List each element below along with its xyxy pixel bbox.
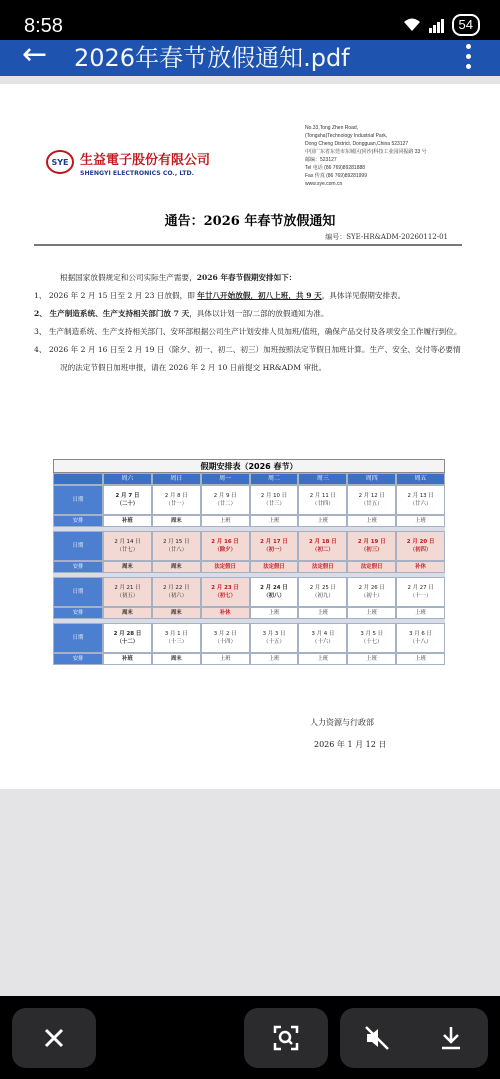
date-cell — [152, 577, 201, 607]
date-cell — [396, 577, 445, 607]
lunar-date: （十八） — [409, 639, 432, 645]
close-button[interactable] — [12, 1008, 96, 1068]
date-cell — [298, 623, 347, 653]
more-options-icon[interactable] — [466, 44, 472, 74]
date-cell — [347, 485, 396, 515]
solar-date: 3 月 5 日 — [360, 631, 384, 637]
solar-date: 2 月 23 日 — [211, 585, 239, 591]
plan-cell: 法定假日 — [298, 561, 347, 573]
date-cell — [347, 577, 396, 607]
row-label-plan: 安排 — [53, 653, 103, 665]
lunar-date: （初三） — [360, 547, 383, 553]
solar-date: 3 月 2 日 — [213, 631, 237, 637]
plan-cell: 补休 — [396, 561, 445, 573]
divider — [34, 244, 462, 246]
solar-date: 2 月 16 日 — [211, 539, 239, 545]
lunar-date: （初七） — [214, 593, 236, 599]
solar-date: 2 月 25 日 — [309, 585, 336, 591]
plan-cell: 周末 — [152, 515, 201, 527]
company-logo — [46, 144, 246, 188]
solar-date: 2 月 19 日 — [357, 539, 386, 545]
signature-block — [310, 712, 386, 756]
date-cell — [250, 485, 299, 515]
weekday-header: 周日 — [152, 473, 201, 485]
lunar-date: （初八） — [263, 593, 285, 599]
solar-date: 2 月 15 日 — [163, 539, 190, 545]
plan-cell: 上班 — [347, 653, 396, 665]
date-cell — [201, 531, 250, 561]
weekday-header: 周二 — [250, 473, 299, 485]
lunar-date: （廿五） — [360, 501, 383, 507]
date-cell — [396, 623, 445, 653]
lunar-date: （初五） — [116, 593, 139, 599]
company-name-cn: 生益電子股份有限公司 — [80, 153, 211, 168]
item-1: 1、 2026 年 2 月 15 日至 2 月 23 日放假，即 年廿八开始放假，初八上班，共 9 天，具体详见假期安排表。 — [34, 291, 406, 300]
lunar-date: （廿七） — [116, 547, 139, 553]
lunar-date: （十五） — [263, 639, 285, 645]
lunar-date: （初四） — [409, 547, 432, 553]
date-cell — [103, 577, 152, 607]
solar-date: 2 月 13 日 — [407, 493, 434, 499]
lunar-date: （二十） — [116, 501, 139, 507]
plan-cell: 补休 — [201, 607, 250, 619]
lunar-date: （十三） — [165, 639, 188, 645]
row-label-date: 日期 — [53, 623, 103, 653]
plan-cell: 上班 — [298, 607, 347, 619]
plan-cell: 周末 — [103, 607, 152, 619]
lunar-date: （初六） — [165, 593, 188, 599]
row-label-plan: 安排 — [53, 607, 103, 619]
bottom-toolbar — [0, 996, 500, 1079]
plan-cell: 周末 — [103, 561, 152, 573]
date-cell — [396, 531, 445, 561]
plan-cell: 法定假日 — [250, 561, 299, 573]
row-label-date: 日期 — [53, 577, 103, 607]
plan-cell: 法定假日 — [347, 561, 396, 573]
lunar-date: （初十） — [360, 593, 383, 599]
pdf-page — [0, 84, 500, 789]
notice-body — [34, 269, 464, 377]
solar-date: 2 月 24 日 — [260, 585, 288, 591]
solar-date: 2 月 9 日 — [213, 493, 237, 499]
plan-cell: 上班 — [201, 515, 250, 527]
plan-cell: 上班 — [201, 653, 250, 665]
lens-search-button[interactable] — [244, 1008, 328, 1068]
solar-date: 3 月 1 日 — [164, 631, 188, 637]
intro-paragraph: 根据国家放假规定和公司实际生产需要，2026 年春节假期安排如下： — [60, 273, 297, 282]
weekday-header: 周三 — [298, 473, 347, 485]
plan-cell: 补班 — [103, 653, 152, 665]
lunar-date: （廿二） — [214, 501, 236, 507]
lunar-date: （初二） — [312, 547, 334, 553]
plan-cell: 上班 — [250, 607, 299, 619]
plan-cell: 上班 — [396, 607, 445, 619]
close-icon — [42, 1026, 66, 1050]
solar-date: 3 月 4 日 — [311, 631, 335, 637]
weekday-header: 周一 — [201, 473, 250, 485]
lens-search-icon — [272, 1024, 300, 1052]
row-label-plan: 安排 — [53, 561, 103, 573]
issue-date: 2026 年 1 月 12 日 — [314, 740, 387, 749]
plan-cell: 上班 — [250, 653, 299, 665]
plan-cell: 上班 — [396, 653, 445, 665]
weekday-header: 周四 — [347, 473, 396, 485]
date-cell — [298, 577, 347, 607]
solar-date: 2 月 28 日 — [113, 631, 142, 637]
date-cell — [152, 623, 201, 653]
date-cell — [201, 577, 250, 607]
weekday-header: 周六 — [103, 473, 152, 485]
schedule-corner — [53, 473, 103, 485]
solar-date: 2 月 26 日 — [358, 585, 385, 591]
lunar-date: （初九） — [312, 593, 334, 599]
lunar-date: （廿八） — [165, 547, 188, 553]
solar-date: 2 月 12 日 — [358, 493, 385, 499]
item-2: 2、 生产制造系统、生产支持相关部门放 7 天，具体以计划一部/二部的放假通知为准。 — [34, 309, 329, 318]
solar-date: 2 月 8 日 — [164, 493, 188, 499]
plan-cell: 上班 — [298, 515, 347, 527]
lunar-date: （廿六） — [409, 501, 432, 507]
plan-cell: 上班 — [347, 607, 396, 619]
company-name-en: SHENGYI ELECTRONICS CO., LTD. — [80, 170, 194, 177]
app-bar — [0, 40, 500, 76]
solar-date: 2 月 22 日 — [163, 585, 190, 591]
solar-date: 2 月 14 日 — [114, 539, 141, 545]
battery-indicator: 54 — [452, 14, 480, 36]
lunar-date: （廿一） — [165, 501, 188, 507]
solar-date: 2 月 11 日 — [309, 493, 336, 499]
solar-date: 2 月 10 日 — [260, 493, 288, 499]
plan-cell: 周末 — [152, 561, 201, 573]
clock: 8:58 — [24, 15, 63, 37]
item-4: 4、 2026 年 2 月 16 日至 2 月 19 日（除夕、初一、初二、初三）加班按照法定节假日加班计算。生产、安全、交付等必要情况的法定节假日加班申报，请在 2026 年 2 月 10 日前提交 HR&ADM 审批。 — [34, 345, 461, 372]
lunar-date: （十六） — [312, 639, 334, 645]
mute-icon[interactable] — [363, 1024, 391, 1052]
plan-cell: 上班 — [396, 515, 445, 527]
plan-cell: 上班 — [298, 653, 347, 665]
media-actions — [340, 1008, 488, 1068]
date-cell — [103, 623, 152, 653]
solar-date: 2 月 27 日 — [407, 585, 434, 591]
document-title: 2026年春节放假通知.pdf — [74, 44, 350, 72]
date-cell — [103, 531, 152, 561]
row-label-plan: 安排 — [53, 515, 103, 527]
date-cell — [250, 577, 299, 607]
download-icon[interactable] — [437, 1024, 465, 1052]
date-cell — [298, 485, 347, 515]
lunar-date: （十四） — [214, 639, 236, 645]
plan-cell: 上班 — [347, 515, 396, 527]
lunar-date: （廿四） — [312, 501, 334, 507]
solar-date: 2 月 17 日 — [260, 539, 288, 545]
holiday-schedule-table — [53, 459, 445, 681]
solar-date: 2 月 7 日 — [115, 493, 140, 499]
date-cell — [152, 531, 201, 561]
date-cell — [201, 485, 250, 515]
date-cell — [298, 531, 347, 561]
lunar-date: （廿三） — [263, 501, 285, 507]
signal-icon — [428, 17, 446, 33]
back-arrow-icon[interactable]: ← — [22, 40, 48, 72]
solar-date: 2 月 20 日 — [406, 539, 435, 545]
lunar-date: （除夕） — [214, 547, 236, 553]
lunar-date: （十二） — [116, 639, 139, 645]
solar-date: 2 月 18 日 — [309, 539, 337, 545]
wifi-icon — [402, 17, 422, 33]
date-cell — [103, 485, 152, 515]
date-cell — [396, 485, 445, 515]
issuing-department: 人力资源与行政部 — [310, 718, 374, 727]
date-cell — [250, 623, 299, 653]
plan-cell: 周末 — [152, 607, 201, 619]
company-address: No.33,Tong Zhen Road, (Tongsha)Technology Industrial Park, Dong Cheng District, Dongguan,China 523127 中国广东省东莞市东城区(同沙)科技工业园同振路 33 号 邮编：523127 Tel 电话 (86 769)89281888 Fax 传真 (86 769)89281999 www.sye.com.cn — [305, 125, 427, 187]
lunar-date: （初一） — [263, 547, 285, 553]
date-cell — [347, 623, 396, 653]
weekday-header: 周五 — [396, 473, 445, 485]
notice-title: 通告：2026 年春节放假通知 — [164, 214, 336, 229]
plan-cell: 法定假日 — [201, 561, 250, 573]
date-cell — [250, 531, 299, 561]
document-number: 编号：SYE-HR&ADM-20260112-01 — [325, 233, 448, 241]
lunar-date: （十七） — [360, 639, 383, 645]
solar-date: 3 月 6 日 — [409, 631, 432, 637]
logo-mark: SYE — [51, 158, 69, 167]
lunar-date: （十一） — [409, 593, 432, 599]
plan-cell: 上班 — [250, 515, 299, 527]
plan-cell: 周末 — [152, 653, 201, 665]
date-cell — [347, 531, 396, 561]
date-cell — [152, 485, 201, 515]
item-3: 3、 生产制造系统、生产支持相关部门、安环部根据公司生产计划安排人员加班/值班，确保产品交付及各项安全工作履行到位。 — [34, 327, 462, 336]
solar-date: 2 月 21 日 — [114, 585, 141, 591]
schedule-title: 假期安排表（2026 春节） — [53, 459, 445, 473]
plan-cell: 补班 — [103, 515, 152, 527]
solar-date: 3 月 3 日 — [262, 631, 286, 637]
date-cell — [201, 623, 250, 653]
row-label-date: 日期 — [53, 485, 103, 515]
pdf-viewer[interactable] — [0, 76, 500, 996]
row-label-date: 日期 — [53, 531, 103, 561]
